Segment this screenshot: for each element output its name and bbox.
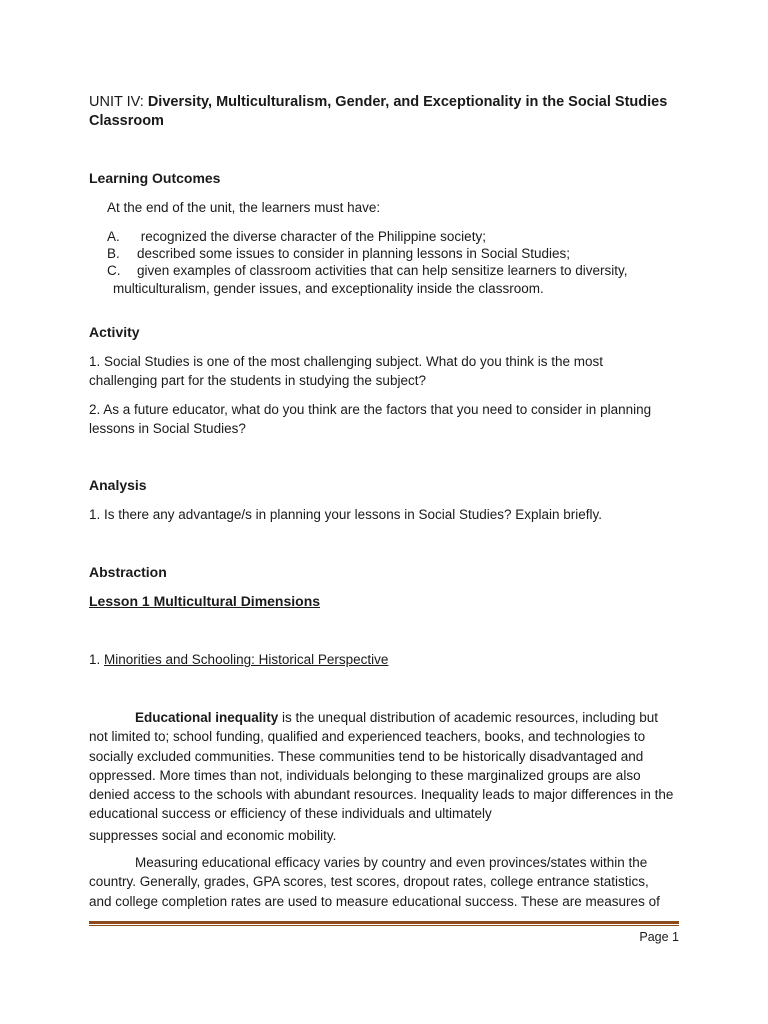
outcome-text: given examples of classroom activities that can help sensitize learners to diversity, [137, 263, 628, 278]
learning-outcomes-intro: At the end of the unit, the learners must have: [107, 200, 381, 215]
unit-title [89, 93, 679, 131]
paragraph-text: is the unequal distribution of academic resources, including but not limited to; school funding, qualified and experienced teachers, books, and technologies to socially excluded communities. These communities tend to be historically disadvantaged and oppressed. More times than not, individuals belonging to these marginalized groups are also denied access to the schools with abundant resources. Inequality leads to major differences in the educational success or efficiency of these individuals and ultimately [89, 710, 674, 822]
page-number: Page 1 [639, 930, 679, 944]
paragraph-educational-inequality [89, 708, 675, 824]
analysis-question-1: 1. Is there any advantage/s in planning your lessons in Social Studies? Explain briefly. [89, 507, 603, 522]
subsection-label: Minorities and Schooling: Historical Perspective [104, 652, 389, 667]
outcome-text: recognized the diverse character of the Philippine society; [137, 229, 486, 244]
activity-question-2: 2. As a future educator, what do you think are the factors that you need to consider in planning lessons in Social Studies? [89, 402, 652, 436]
outcome-item-c [107, 261, 627, 280]
outcome-letter: B. [107, 246, 120, 261]
unit-title-prefix: UNIT IV: [89, 94, 148, 110]
outcome-text: described some issues to consider in planning lessons in Social Studies; [137, 246, 570, 261]
analysis-heading: Analysis [89, 477, 147, 493]
activity-heading: Activity [89, 324, 140, 340]
paragraph-educational-efficacy: Measuring educational efficacy varies by country and even provinces/states within the country. Generally, grades, GPA scores, test scores, dropout rates, college entrance statistics, and college completion rates are used to measure educational success. These are measures of [89, 855, 660, 909]
lesson-title: Lesson 1 Multicultural Dimensions [89, 593, 321, 609]
activity-question-1: 1. Social Studies is one of the most challenging subject. What do you think is the most challenging part for the students in studying the subject? [89, 354, 604, 388]
document-page [89, 0, 679, 1024]
outcome-item-c-continued: multiculturalism, gender issues, and exceptionality inside the classroom. [113, 281, 544, 296]
outcome-letter: A. [107, 229, 120, 244]
unit-title-main: Diversity, Multiculturalism, Gender, and Exceptionality in the Social Studies Classroom [89, 94, 668, 129]
outcome-letter: C. [107, 263, 121, 278]
footer-rule-thin [89, 925, 679, 926]
footer-rule [89, 921, 679, 924]
abstraction-heading: Abstraction [89, 564, 167, 580]
paragraph-last-line: suppresses social and economic mobility. [89, 828, 337, 843]
term-educational-inequality: Educational inequality [135, 710, 279, 725]
subsection-number: 1. [89, 652, 105, 667]
subsection-title [89, 650, 388, 669]
learning-outcomes-heading: Learning Outcomes [89, 170, 221, 186]
